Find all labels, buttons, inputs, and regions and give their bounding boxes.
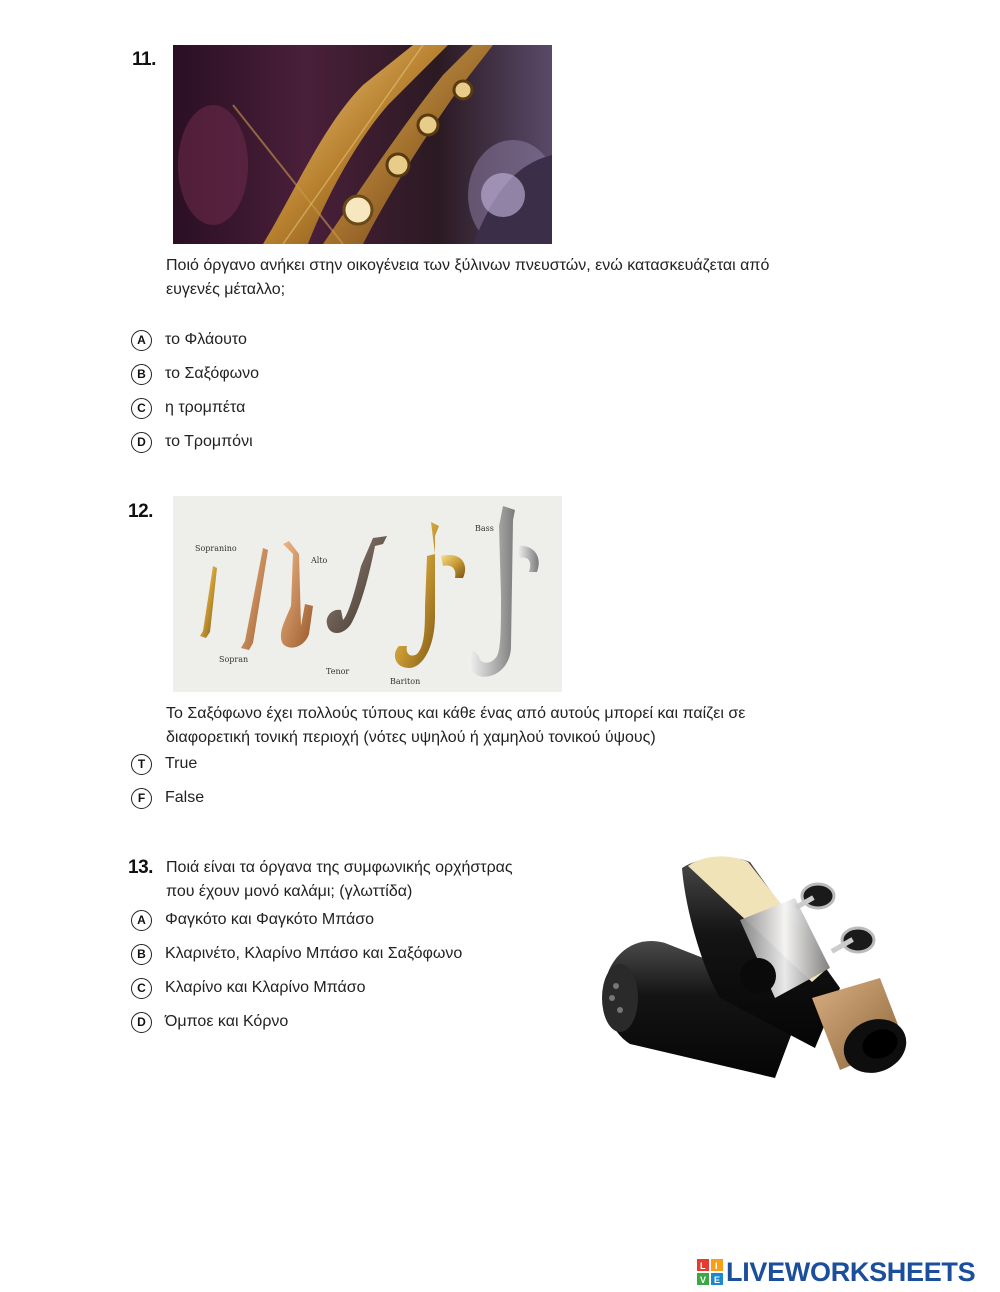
liveworksheets-logo (697, 1256, 975, 1288)
answer-option-true[interactable] (131, 751, 197, 777)
answer-option-a[interactable] (131, 327, 247, 353)
option-label: Κλαρινέτο, Κλαρίνο Μπάσο και Σαξόφωνο (165, 945, 463, 962)
option-label: η τρομπέτα (165, 399, 246, 416)
answer-option-c[interactable] (131, 395, 245, 421)
bass-label: Bass (475, 524, 494, 533)
answer-option-d[interactable] (131, 1009, 288, 1035)
question-number: 12. (128, 501, 153, 522)
tenor-label: Tenor (326, 667, 350, 676)
option-label: Κλαρίνο και Κλαρίνο Μπάσο (165, 979, 366, 996)
option-letter-badge: B (131, 364, 152, 385)
saxophone-closeup-image (173, 45, 552, 244)
svg-text:V: V (700, 1275, 707, 1285)
option-letter-badge: B (131, 944, 152, 965)
question-text: διαφορετική τονική περιοχή (νότες υψηλού ή χαμηλού τονικού ύψους) (166, 729, 656, 746)
logo-squares-icon (697, 1259, 723, 1285)
logo-text: LIVEWORKSHEETS (726, 1256, 976, 1287)
option-letter-badge: A (131, 330, 152, 351)
svg-text:E: E (714, 1275, 721, 1285)
option-letter-badge: C (131, 978, 152, 999)
answer-option-b[interactable] (131, 361, 259, 387)
mouthpiece-image (590, 848, 920, 1098)
option-letter-badge: F (131, 788, 152, 809)
option-label: False (165, 789, 205, 806)
answer-option-b[interactable] (131, 941, 462, 967)
question-text: ευγενές μέταλλο; (166, 281, 286, 298)
answer-option-c[interactable] (131, 975, 366, 1001)
bariton-label: Bariton (390, 677, 421, 686)
answer-option-d[interactable] (131, 429, 253, 455)
option-label: το Σαξόφωνο (165, 365, 259, 382)
option-letter-badge: A (131, 910, 152, 931)
option-letter-badge: D (131, 432, 152, 453)
option-letter-badge: D (131, 1012, 152, 1033)
question-text: Ποιά είναι τα όργανα της συμφωνικής ορχήστρας (166, 859, 513, 876)
answer-option-false[interactable] (131, 785, 204, 811)
option-label: το Τρομπόνι (165, 433, 253, 450)
option-letter-badge: C (131, 398, 152, 419)
saxophone-family-image (173, 496, 562, 692)
svg-text:I: I (715, 1261, 718, 1271)
question-text: Το Σαξόφωνο έχει πολλούς τύπους και κάθε ένας από αυτούς μπορεί και παίζει σε (166, 705, 746, 722)
sopran-label: Sopran (219, 655, 249, 664)
question-number: 11. (132, 49, 156, 70)
alto-label: Alto (311, 556, 328, 565)
answer-option-a[interactable] (131, 907, 374, 933)
option-letter-badge: T (131, 754, 152, 775)
question-text: που έχουν μονό καλάμι; (γλωττίδα) (166, 883, 413, 900)
option-label: το Φλάουτο (165, 331, 247, 348)
question-text: Ποιό όργανο ανήκει στην οικογένεια των ξύλινων πνευστών, ενώ κατασκευάζεται από (166, 257, 770, 274)
option-label: Όμποε και Κόρνο (165, 1013, 289, 1030)
option-label: Φαγκότο και Φαγκότο Μπάσο (165, 911, 375, 928)
question-number: 13. (128, 857, 153, 878)
svg-text:L: L (700, 1261, 706, 1271)
sopranino-label: Sopranino (195, 544, 237, 553)
option-label: True (165, 755, 198, 772)
